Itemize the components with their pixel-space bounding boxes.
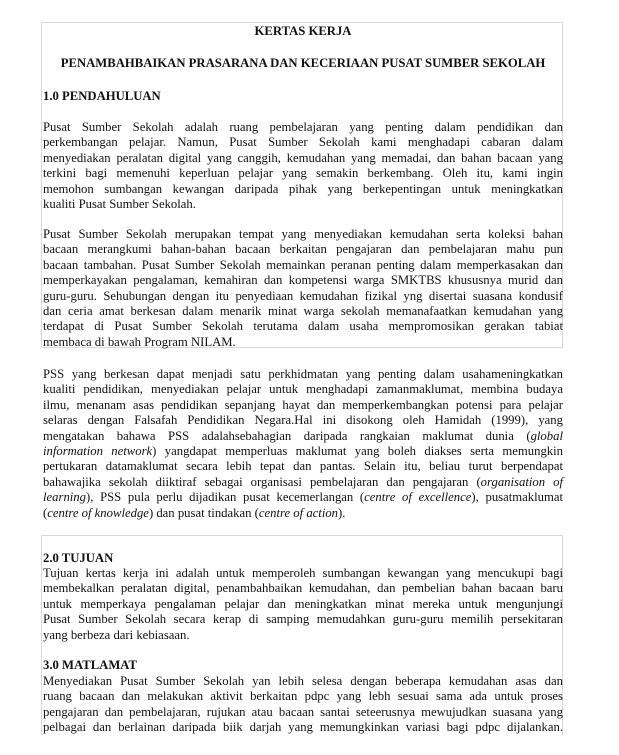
doc-subtitle: PENAMBAHBAIKAN PRASARANA DAN KECERIAAN PUSAT SUMBER SEKOLAH [60,56,546,70]
text-line: Pusat Sumber Sekolah adalah ruang pembelajaran yang penting dalam pendidikan dan [43,120,563,134]
text-line: pertukaran datamaklumat secara lebih tepat dan pantas. Selain itu, beliau turut berpendapat [43,459,563,474]
doc-title: KERTAS KERJA [254,24,352,38]
heading-matlamat: 3.0 MATLAMAT [43,658,137,672]
paragraph-2 [43,227,563,350]
text-line: ruang bacaan dan melakukan aktivit berkaitan pdpc yang lebh sesuai sama ada untuk proses [43,689,563,704]
text-line: kualiti pendidikan, menyediakan pelajar untuk menghadapi zamanmaklumat, membina budaya [43,382,563,397]
text-line: perkembangan pelajar. Namun, Pusat Sumber Sekolah kami menghadapi cabaran dalam [43,135,563,150]
text-line: yang berbeza dari kebiasaan. [43,627,190,642]
text-line: untuk memperkaya pengalaman pelajar dan meningkatkan minat mereka untuk mengunjungi [43,596,563,611]
text-line: membekalkan peralatan digital, penambahbaikan kemudahan, dan pembelian bahan bacaan baru [43,581,563,596]
italic-term: centre of action [258,505,339,520]
heading-tujuan: 2.0 TUJUAN [43,551,114,565]
text-line: Pusat Sumber Sekolah secara kerap di samping memudahkan guru-guru memilih persekitaran [43,612,563,627]
text-line: kualiti Pusat Sumber Sekolah. [43,197,196,212]
text-line: bacaan merangkumi bahan-bahan bacaan berkaitan pengajaran dan pembelajaran mahu pun [43,242,563,257]
text-line: guru-guru. Sehubungan dengan itu penyediaan kemudahan fizikal yng disertai suasana kondusif [43,288,563,303]
italic-term: learning [43,490,86,505]
text-line: bacaan tambahan. Pusat Sumber Sekolah memainkan peranan penting dalam memperkasakan dan [43,257,563,272]
paragraph-tujuan [43,566,563,643]
italic-term: organisation of [480,474,563,489]
text-line: pelbagai dan berlainan daripada biik darjah yang memungkinkan variasi bagi pdpc dijalankan. [43,720,563,735]
text-segment: ), pusatmaklumat [471,490,563,505]
italic-term: centre of excellence [364,490,472,505]
text-line: ilmu, menanam asas pendidikan sepanjang hayat dan memperkembangkan potensi para pelajar [43,397,563,412]
text-line: Tujuan kertas kerja ini adalah untuk memperoleh sumbangan kewangan yang mencukupi bagi [43,566,563,580]
text-line: Pusat Sumber Sekolah merupakan tempat yang menyediakan kemudahan serta koleksi bahan [43,227,563,241]
text-line: menyediakan peralatan digital yang canggih, kemudahan yang memadai, dan bahan bacaan yang [43,150,563,165]
text-line [43,490,563,505]
text-line: PSS yang berkesan dapat menjadi satu perkhidmatan yang penting dalam usahameningkatkan [43,367,563,381]
text-line [43,506,563,521]
text-line: memohon sumbangan kewangan daripada pihak yang berkepentingan untuk meningkatkan [43,181,563,196]
text-line: dan ceria amat berkesan dalam menarik minat warga sekolah memanafaatkan kemudahan yang [43,304,563,319]
text-segment: bahawajika sekolah diiktiraf sebagai organisasi pembelajaran dan pengajaran ( [43,474,481,489]
text-segment: ) dan pusat tindakan ( [148,505,259,520]
italic-term: information network [43,444,153,459]
text-line [43,429,563,444]
text-line: pengajaran dan pembelajaran, rujukan atau bacaan santai seteerusnya mewujudkan suasana yang [43,704,563,719]
italic-term: centre of knowledge [47,505,149,520]
text-line: membaca di bawah Program NILAM. [43,334,236,349]
text-segment: ) yangdapat memperluas maklumat yang boleh diakses serta memungkin [152,444,563,459]
text-segment: mengatakan bahawa PSS adalahsebahagian daripada rangkaian maklumat dunia ( [43,428,531,443]
text-line: memperkayakan pengalaman, kemahiran dan kompetensi warga SMKTBS khususnya murid dan [43,273,563,288]
heading-pendahuluan: 1.0 PENDAHULUAN [43,89,161,103]
paragraph-matlamat [43,674,563,736]
text-line: selaras dengan Falsafah Pendidikan Negara.Hal ini disokong oleh Hamidah (1999), yang [43,413,563,428]
italic-term: global [530,428,563,443]
paragraph-3 [43,367,563,521]
text-segment: ), PSS pula perlu dijadikan pusat kecemerlangan ( [86,490,365,505]
text-segment: ). [338,505,346,520]
text-line: Menyediakan Pusat Sumber Sekolah yan lebih selesa dengan beberapa kemudahan asas dan [43,674,563,688]
paragraph-1 [43,120,563,212]
text-line: terdapat di Pusat Sumber Sekolah terutama dalam usaha mempromosikan gerakan tabiat [43,319,563,334]
text-line [43,444,563,459]
text-segment: ( [43,505,48,520]
text-line: terkini bagi memenuhi keperluan pelajar yang semakin berkembang. Oleh itu, kami ingin [43,166,563,181]
text-line [43,475,563,490]
